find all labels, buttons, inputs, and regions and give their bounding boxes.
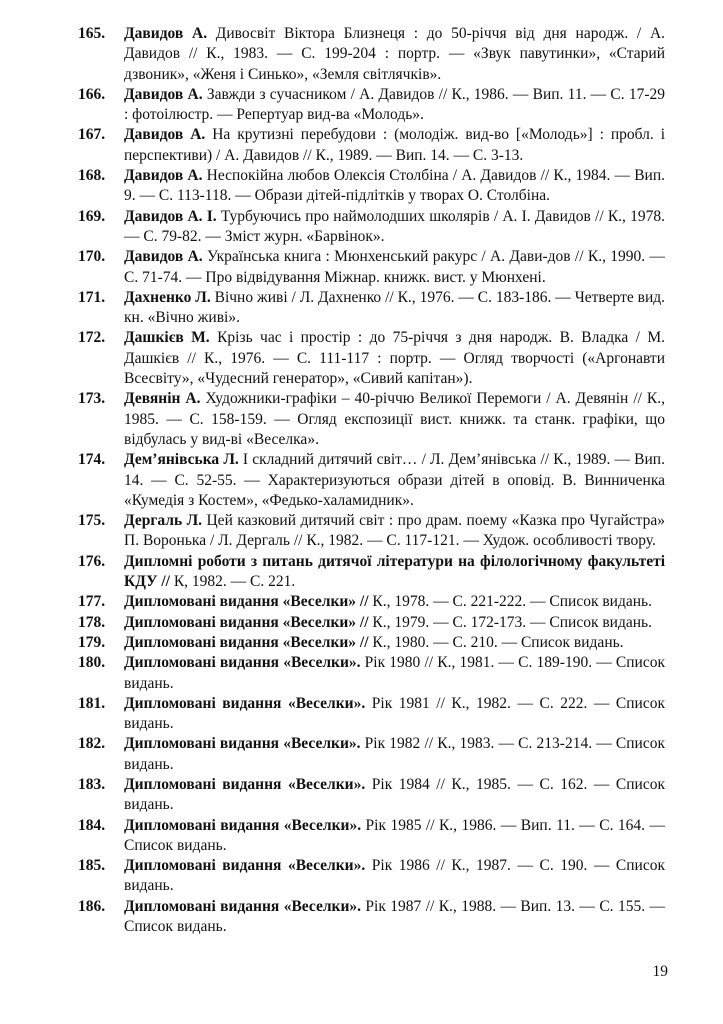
bibliography-entry [0,775,723,816]
entry-number: 176. [78,552,106,570]
entry-number: 181. [78,694,106,712]
entry-number: 177. [78,593,106,611]
bibliography-entry [0,592,723,612]
entry-number: 174. [78,451,106,469]
entry-text [124,613,665,633]
entry-author: Дипломовані видання «Веселки» // [124,593,369,611]
entry-description: Неспокійна любов Олексія Столбіна / А. Давидов // К., 1984. — Вип. 9. — С. 113-118. — Образи дітей-підлітків у творах О. Столбіна. [124,167,665,205]
entry-author: Дипломовані видання «Веселки». [124,775,366,793]
bibliography-entry [0,856,723,897]
entry-number: 175. [78,512,106,530]
entry-description: Українська книга : Мюнхенський ракурс / А. Дави-дов // К., 1990. — С. 71-74. — Про відвідування Міжнар. книжк. вист. у Мюнхені. [124,248,665,286]
entry-author: Дипломовані видання «Веселки». [124,694,366,712]
entry-author: Давидов А. [124,167,203,185]
entry-number: 185. [78,857,106,875]
entry-description: І складний дитячий світ… / Л. Дем’янівська // К., 1989. — Вип. 14. — С. 52-55. — Характеризуються образи дітей в оповід. В. Винниченка «Кумедія з Костем», «Федько-халамидник». [124,451,665,509]
entry-description: Рік 1986 // К., 1987. — С. 190. — Список видань. [124,857,665,895]
entry-text [124,85,665,126]
entry-number: 182. [78,735,106,753]
entry-author: Дипломовані видання «Веселки». [124,816,362,834]
entry-number: 167. [78,126,106,144]
entry-text [124,734,665,775]
bibliography-entry [0,166,723,207]
bibliography-list [0,24,723,937]
entry-text [124,694,665,735]
bibliography-entry [0,552,723,593]
entry-description: К., 1979. — С. 172-173. — Список видань. [368,613,652,631]
entry-text [124,653,665,694]
bibliography-entry [0,511,723,552]
entry-text [124,328,665,389]
entry-author: Давидов А. І. [124,207,217,225]
entry-text [124,592,665,612]
bibliography-entry [0,288,723,329]
entry-description: Дивосвіт Віктора Близнеця : до 50-річчя від дня народж. / А. Давидов // К., 1983. — С. 199-204 : портр. — «Звук павутинки», «Старий дзвоник», «Женя і Синько», «Земля світлячків». [124,25,666,83]
entry-number: 165. [78,25,106,42]
entry-text [124,207,665,248]
entry-text [124,856,665,897]
entry-author: Девянін А. [124,390,201,408]
page-number: 19 [652,963,668,980]
bibliography-entry [0,389,723,450]
entry-number: 179. [78,633,106,651]
entry-author: Давидов А. [124,85,203,103]
entry-author: Давидов А. [124,248,203,266]
entry-author: Дашкієв М. [124,329,210,347]
bibliography-entry [0,613,723,633]
bibliography-entry [0,85,723,126]
entry-description: Крізь час і простір : до 75-річчя з дня народж. В. Владка / М. Дашкієв // К., 1976. — С. 111-117 : портр. — Огляд творчості («Аргонавти Всесвіту», «Чудесний генератор», «Сивий капітан»). [124,329,665,388]
entry-author: Дипломовані видання «Веселки». [124,654,361,672]
bibliography-entry [0,897,723,938]
entry-author: Дем’янівська Л. [124,451,239,469]
bibliography-entry [0,328,723,389]
entry-number: 183. [78,775,106,793]
entry-description: Рік 1982 // К., 1983. — С. 213-214. — Список видань. [124,735,666,773]
entry-author: Дипломовані видання «Веселки» // [124,613,369,631]
entry-author: Дипломовані видання «Веселки». [124,897,361,915]
entry-number: 184. [78,816,106,834]
entry-description: Рік 1985 // К., 1986. — Вип. 11. — С. 164. — Список видань. [124,816,665,854]
entry-text [124,166,665,207]
bibliography-entry [0,24,723,85]
entry-author: Дергаль Л. [124,512,203,530]
entry-description: Художники-графіки – 40-річчю Великої Перемоги / А. Девянін // К., 1985. — С. 158-159. — Огляд експозиції вист. книжк. та станк. графіки, що відбулась у вид-ві «Веселка». [124,390,665,448]
entry-description: На крутизні перебудови : (молодіж. вид-во [«Молодь»] : пробл. і перспективи) / А. Давидов // К., 1989. — Вип. 14. — С. 3-13. [124,126,665,164]
bibliography-entry [0,450,723,511]
entry-description: Турбуючись про наймолодших школярів / А. І. Давидов // К., 1978. — С. 79-82. — Зміст журн. «Барвінок». [124,207,665,245]
bibliography-entry [0,694,723,735]
entry-description: К., 1978. — С. 221-222. — Список видань. [368,593,652,611]
bibliography-entry [0,125,723,166]
entry-author: Дипломовані видання «Веселки» // [124,633,369,651]
entry-text [124,389,665,450]
entry-author: Давидов А. [124,25,208,42]
entry-text [124,511,665,552]
entry-number: 172. [78,329,106,347]
entry-number: 166. [78,85,106,103]
entry-description: Вічно живі / Л. Дахненко // К., 1976. — С. 183-186. — Четверте вид. кн. «Вічно живі». [124,288,665,327]
entry-author: Дипломні роботи з питань дитячої літератури на філологічному факультеті КДУ // [124,552,665,591]
entry-number: 173. [78,390,106,408]
bibliography-entry [0,653,723,694]
entry-description: Цей казковий дитячий світ : про драм. поему «Казка про Чугайстра» П. Воронька / Л. Дергаль // К., 1982. — С. 117-121. — Худож. особливості твору. [124,512,665,550]
entry-number: 186. [78,897,106,915]
entry-text [124,552,665,593]
entry-description: Завжди з сучасником / А. Давидов // К., 1986. — Вип. 11. — С. 17-29 : фотоілюстр. — Репертуар вид-ва «Молодь». [124,85,666,124]
bibliography-entry [0,734,723,775]
entry-text [124,450,665,511]
entry-description: Рік 1980 // К., 1981. — С. 189-190. — Список видань. [124,654,666,692]
entry-number: 170. [78,248,106,266]
entry-text [124,816,665,857]
bibliography-entry [0,816,723,857]
bibliography-entry [0,633,723,653]
entry-number: 171. [78,288,106,306]
entry-text [124,125,665,166]
entry-author: Дахненко Л. [124,288,211,306]
entry-description: Рік 1987 // К., 1988. — Вип. 13. — С. 155. — Список видань. [124,897,665,936]
entry-text [124,633,665,653]
entry-text [124,897,665,938]
entry-number: 178. [78,613,106,631]
entry-author: Дипломовані видання «Веселки». [124,857,366,875]
entry-number: 180. [78,654,106,672]
entry-author: Давидов А. [124,126,206,144]
entry-text [124,24,665,85]
entry-number: 169. [78,207,106,225]
entry-description: Рік 1984 // К., 1985. — С. 162. — Список видань. [124,775,665,814]
entry-author: Дипломовані видання «Веселки». [124,735,361,753]
entry-text [124,775,665,816]
bibliography-entry [0,247,723,288]
entry-description: К., 1980. — С. 210. — Список видань. [368,633,624,651]
bibliography-entry [0,207,723,248]
entry-description: К, 1982. — С. 221. [169,573,296,591]
entry-number: 168. [78,167,106,185]
entry-description: Рік 1981 // К., 1982. — С. 222. — Список видань. [124,694,665,733]
entry-text [124,247,665,288]
entry-text [124,288,665,329]
